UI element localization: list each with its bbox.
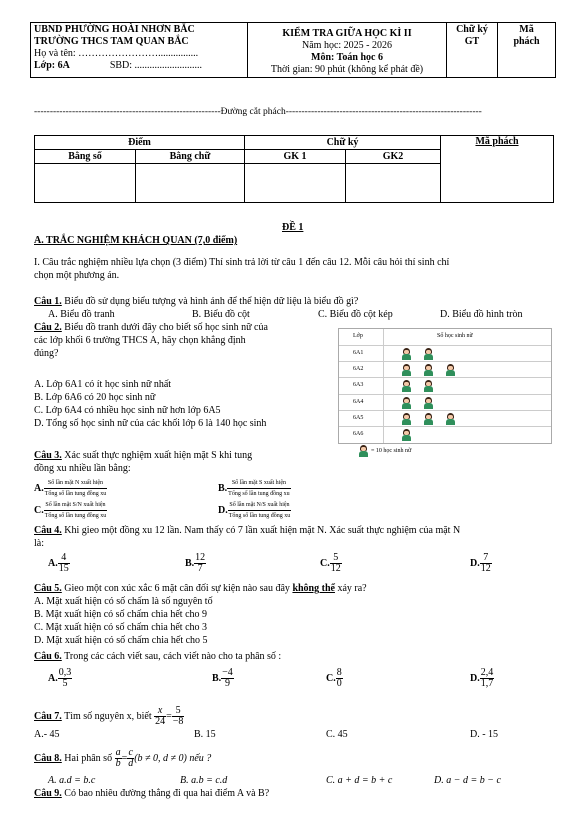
q6-number: Câu 6.	[34, 651, 62, 662]
q2-option-d: D. Tổng số học sinh nữ của các khối lớp 6 là 140 học sinh	[34, 418, 267, 429]
pictograph-class-label: 6A4	[353, 398, 364, 405]
signature-header: Chữ ký	[245, 136, 441, 150]
q9-text: Có bao nhiêu đường thẳng đi qua hai điểm A và B?	[61, 788, 270, 799]
q2-text-3: đúng?	[34, 348, 59, 359]
exam-title: KIỂM TRA GIỮA HỌC KÌ II	[282, 28, 412, 39]
q7-number: Câu 7.	[34, 710, 62, 722]
score-number-box	[35, 164, 136, 203]
grader2-box	[346, 164, 441, 203]
exam-time: Thời gian: 90 phút (không kể phát đề)	[270, 64, 424, 75]
pictograph-legend: = 10 học sinh nữ	[371, 448, 412, 454]
school-name-1: UBND PHƯỜNG HOÀI NHƠN BẮC	[34, 24, 195, 35]
q6-option-b	[212, 668, 234, 689]
q5-option-a: A. Mặt xuất hiện có số chấm là số nguyên tố	[34, 596, 213, 607]
q3-option-b	[218, 478, 291, 499]
q7-option-d: D. - 15	[470, 729, 499, 740]
pictograph-col-count: Số học sinh nữ	[437, 333, 473, 339]
q4-a-fraction	[58, 553, 70, 574]
pictograph-col-class: Lớp	[353, 333, 363, 339]
q4-option-d	[470, 553, 492, 574]
grader2-header: GK2	[346, 150, 441, 164]
q4-a-num: 4	[58, 553, 70, 564]
sign-label-1: Chữ ký	[456, 24, 488, 35]
q6-b-fraction	[221, 668, 234, 689]
q1-text: Biểu đồ sử dụng biểu tượng và hình ảnh để thể hiện dữ liệu là biểu đồ gì?	[61, 296, 359, 307]
q5-option-d: D. Mặt xuất hiện có số chấm chia hết cho 5	[34, 635, 208, 646]
pictograph-class-label: 6A5	[353, 414, 364, 421]
q4-c-label: C.	[320, 557, 330, 569]
student-name-field: Họ và tên: ……………………................	[34, 48, 199, 59]
q6-a-fraction	[58, 668, 73, 689]
q4-option-a	[48, 553, 70, 574]
girl-icon	[423, 380, 434, 393]
q8-f2-num: c	[128, 747, 133, 758]
q3-d-fraction	[228, 500, 292, 521]
q6-b-label: B.	[212, 672, 222, 684]
code-cell	[498, 23, 556, 78]
q8-equals: =	[121, 752, 128, 764]
q4-d-den: 12	[480, 563, 491, 574]
q3-c-fraction	[44, 500, 108, 521]
score-words-box	[136, 164, 245, 203]
q6-option-a	[48, 668, 72, 689]
q7-option-a: A.- 45	[34, 729, 60, 740]
q3-b-label: B.	[218, 482, 228, 494]
q6-a-label: A.	[48, 672, 58, 684]
q6-d-num: 2,4	[480, 667, 494, 678]
score-words-header: Bằng chữ	[136, 150, 245, 164]
code-header: Mã phách	[441, 136, 554, 203]
q6-option-c	[326, 668, 343, 689]
q4-b-num: 12	[195, 552, 206, 563]
q4-c-den: 12	[330, 563, 341, 574]
q6-c-fraction	[336, 668, 343, 689]
q6-c-den: 0	[336, 678, 342, 689]
q4-b-den: 7	[197, 563, 203, 574]
q4-a-label: A.	[48, 557, 58, 569]
girl-icon	[445, 413, 456, 426]
girl-icon	[401, 348, 412, 361]
q4-option-b	[185, 553, 206, 574]
question-8	[34, 748, 211, 769]
score-number-header: Bằng số	[35, 150, 136, 164]
q4-d-fraction	[480, 553, 492, 574]
q8-f2-den: d	[128, 758, 134, 769]
q4-a-den: 15	[58, 563, 69, 574]
girl-icon	[358, 445, 369, 458]
sign-label-2: GT	[464, 36, 480, 47]
q5-number: Câu 5.	[34, 583, 62, 594]
q3-b-num: Số lần mặt S xuất hiện	[227, 478, 291, 489]
q3-option-d	[218, 500, 291, 521]
supervisor-sign-cell	[447, 23, 498, 78]
q7-f1-den: 24	[155, 716, 166, 727]
q4-number: Câu 4.	[34, 525, 62, 536]
question-6	[34, 651, 281, 663]
pictograph-row	[339, 410, 551, 427]
q3-text-2: đồng xu nhiều lần bằng:	[34, 463, 131, 474]
girl-icon	[423, 413, 434, 426]
q8-condition: (b ≠ 0, d ≠ 0) nếu ?	[134, 752, 212, 764]
pictograph-row	[339, 377, 551, 394]
section-a-title: A. TRẮC NGHIỆM KHÁCH QUAN (7,0 điểm)	[34, 235, 238, 246]
q5-text-em: không thể	[292, 583, 335, 594]
q6-a-num: 0,3	[58, 667, 72, 678]
question-1	[34, 296, 358, 308]
question-5	[34, 583, 367, 595]
girl-icon	[401, 397, 412, 410]
q5-option-b: B. Mặt xuất hiện có số chấm chia hết cho 9	[34, 609, 208, 620]
grader1-box	[245, 164, 346, 203]
q3-c-den: Tổng số lần tung đồng xu	[44, 513, 107, 519]
q3-c-num: Số lần mặt S/N xuất hiện	[44, 500, 108, 511]
q4-d-label: D.	[470, 557, 480, 569]
q4-b-label: B.	[185, 557, 195, 569]
q5-text-pre: Gieo một con xúc xắc 6 mặt cân đối sự kiện nào sau đây	[61, 583, 293, 594]
q9-number: Câu 9.	[34, 788, 62, 799]
pictograph-row	[339, 394, 551, 411]
q4-text-2: là:	[34, 538, 44, 549]
q2-text-2: các lớp khối 6 trường THCS A, hãy chọn khẳng định	[34, 335, 246, 346]
q4-option-c	[320, 553, 342, 574]
q1-option-c: C. Biểu đồ cột kép	[318, 309, 393, 320]
q6-b-num: −4	[222, 667, 233, 678]
q2-option-a: A. Lớp 6A1 có ít học sinh nữ nhất	[34, 379, 172, 390]
header-table	[30, 22, 556, 78]
q4-c-fraction	[330, 553, 342, 574]
pictograph-row	[339, 426, 551, 443]
q2-option-b: B. Lớp 6A6 có 20 học sinh nữ	[34, 392, 156, 403]
pictograph-class-label: 6A2	[353, 366, 364, 373]
q3-option-c	[34, 500, 107, 521]
q3-a-num: Số lần mặt N xuất hiện	[44, 478, 108, 489]
q5-text-post: xảy ra?	[334, 583, 367, 594]
school-name-2: TRƯỜNG THCS TAM QUAN BẮC	[34, 36, 189, 47]
q7-text: Tìm số nguyên x, biết	[61, 710, 152, 722]
q6-c-num: 8	[336, 667, 342, 678]
q4-b-fraction	[194, 553, 206, 574]
question-3	[34, 450, 252, 462]
q3-a-den: Tổng số lần tung đồng xu	[44, 491, 107, 497]
score-table	[34, 135, 554, 203]
girl-icon	[401, 380, 412, 393]
q8-option-c: C. a + d = b + c	[326, 775, 393, 786]
girl-icon	[401, 413, 412, 426]
q1-option-a: A. Biểu đồ tranh	[48, 309, 115, 320]
girl-icon	[401, 364, 412, 377]
question-4	[34, 525, 460, 537]
grader1-header: GK 1	[245, 150, 346, 164]
cut-line: -----------------------------------------------------------Đường cắt phách--------------------------------------------------------------	[34, 107, 482, 117]
q6-text: Trong các cách viết sau, cách viết nào cho ta phân số :	[61, 651, 282, 662]
question-7	[34, 706, 184, 727]
q8-text: Hai phân số	[61, 752, 113, 764]
pictograph-class-label: 6A6	[353, 431, 364, 437]
q8-f1-den: b	[115, 758, 121, 769]
q5-option-c: C. Mặt xuất hiện có số chấm chia hết cho 3	[34, 622, 208, 633]
girl-icon	[423, 348, 434, 361]
pictograph	[338, 328, 552, 444]
q3-d-num: Số lần mặt N/S xuất hiện	[228, 500, 292, 511]
pictograph-row	[339, 345, 551, 362]
girl-icon	[401, 429, 412, 442]
legend-icon	[358, 445, 368, 456]
question-9	[34, 788, 269, 800]
q6-d-den: 1,7	[480, 678, 494, 689]
q1-option-b: B. Biểu đồ cột	[192, 309, 250, 320]
q6-c-label: C.	[326, 672, 336, 684]
pictograph-row	[339, 361, 551, 378]
school-year: Năm học: 2025 - 2026	[302, 40, 392, 51]
q3-b-den: Tổng số lần tung đồng xu	[228, 491, 290, 497]
subject: Môn: Toán học 6	[311, 52, 383, 63]
part-i-line-1	[34, 257, 449, 269]
q6-d-fraction	[480, 668, 495, 689]
q3-text-1: Xác suất thực nghiệm xuất hiện mặt S khi tung	[61, 450, 253, 461]
q7-equals: =	[166, 710, 172, 722]
score-header: Điểm	[35, 136, 245, 150]
q3-option-a	[34, 478, 107, 499]
q1-number: Câu 1.	[34, 296, 62, 307]
q8-option-b: B. a.b = c.d	[180, 775, 228, 786]
sbd-field: SBD: ...........................	[109, 60, 203, 71]
q3-c-label: C.	[34, 504, 44, 516]
q6-b-den: 9	[224, 678, 230, 689]
school-cell	[31, 23, 248, 78]
q8-option-a: A. a.d = b.c	[48, 775, 96, 786]
q7-f1-num: x	[154, 706, 166, 717]
q6-option-d	[470, 668, 494, 689]
q7-fraction-2	[172, 706, 185, 727]
q3-b-fraction	[227, 478, 291, 499]
q3-a-label: A.	[34, 482, 44, 494]
q2-option-c: C. Lớp 6A4 có nhiều học sinh nữ hơn lớp 6A5	[34, 405, 221, 416]
q8-f1-num: a	[115, 747, 121, 758]
part-i-text-1: I. Câu trắc nghiệm nhiều lựa chọn (3 điểm) Thí sinh trả lời từ câu 1 đến câu 12. Mỗi câu hỏi thí sinh chỉ	[34, 257, 450, 268]
girl-icon	[445, 364, 456, 377]
code-label-1: Mã	[519, 24, 534, 35]
q3-a-fraction	[44, 478, 108, 499]
q8-option-d: D. a − d = b − c	[434, 775, 501, 786]
q8-number: Câu 8.	[34, 752, 62, 764]
code-label-2: phách	[513, 36, 540, 47]
exam-info-cell	[248, 23, 447, 78]
q3-d-den: Tổng số lần tung đồng xu	[228, 513, 291, 519]
q7-fraction-1	[154, 706, 166, 727]
q4-d-num: 7	[480, 553, 492, 564]
q7-option-b: B. 15	[194, 729, 216, 740]
q3-number: Câu 3.	[34, 450, 62, 461]
q8-fraction-1	[115, 748, 122, 769]
girl-icon	[423, 364, 434, 377]
part-i-line-2: chọn một phương án.	[34, 270, 120, 281]
q7-f2-num: 5	[172, 706, 185, 717]
pictograph-class-label: 6A1	[353, 350, 364, 356]
q6-d-label: D.	[470, 672, 480, 684]
q4-text-1: Khi gieo một đồng xu 12 lần. Nam thấy có 7 lần xuất hiện mặt N. Xác suất thực nghiệm của mặt N	[61, 525, 461, 536]
pictograph-class-label: 6A3	[353, 382, 364, 389]
class-sbd-line	[34, 60, 244, 72]
q3-d-label: D.	[218, 504, 228, 516]
q7-option-c: C. 45	[326, 729, 348, 740]
q6-a-den: 5	[62, 678, 68, 689]
class-field: Lớp: 6A	[34, 60, 70, 71]
girl-icon	[423, 397, 434, 410]
q2-text-1: Biểu đồ tranh dưới đây cho biết số học sinh nữ của	[61, 322, 268, 333]
exam-version: ĐỀ 1	[282, 222, 304, 233]
question-2	[34, 322, 268, 334]
q7-f2-den: −8	[172, 716, 184, 727]
q4-c-num: 5	[330, 553, 342, 564]
q2-number: Câu 2.	[34, 322, 62, 333]
q1-option-d: D. Biểu đồ hình tròn	[440, 309, 523, 320]
